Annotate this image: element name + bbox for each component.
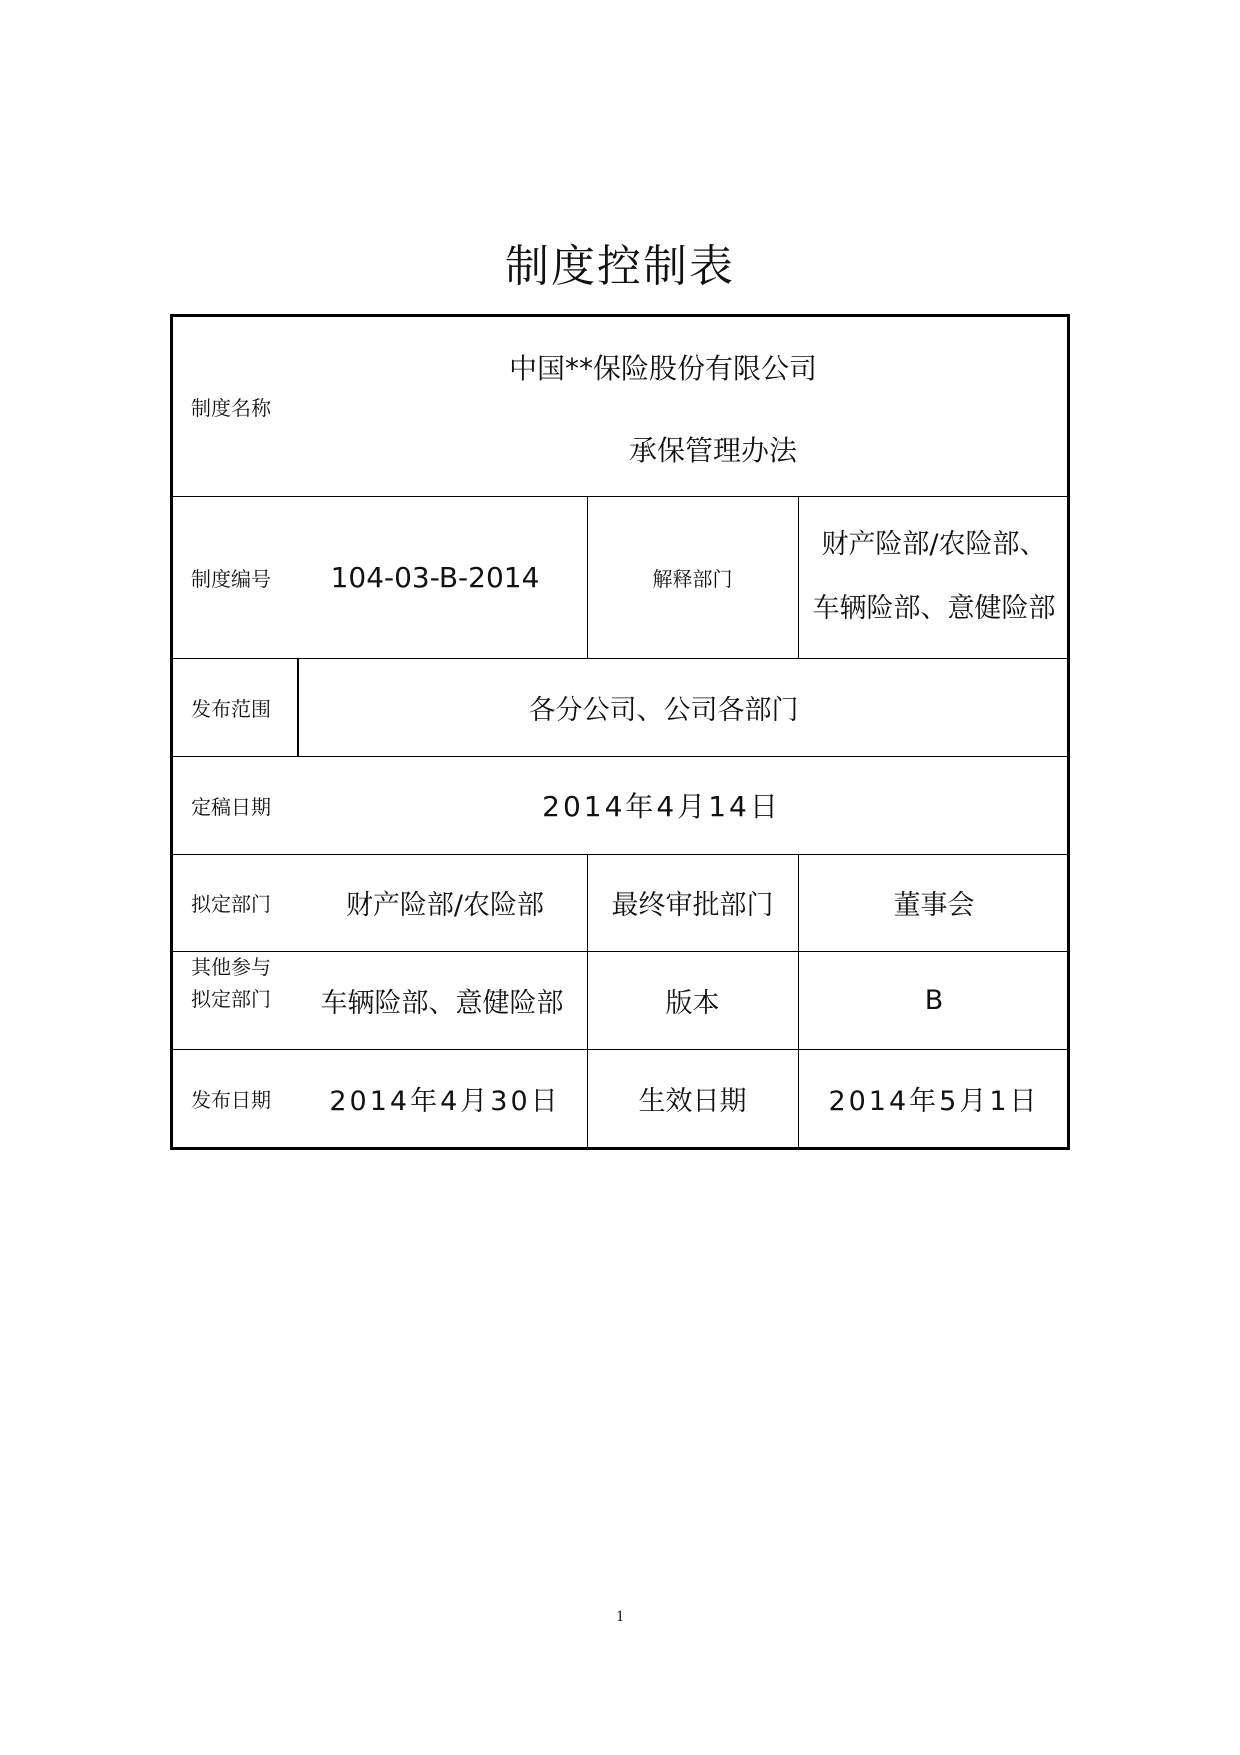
company-name: 中国**保险股份有限公司: [508, 352, 817, 385]
approval-dept-label: 最终审批部门: [611, 890, 774, 921]
name-label: 制度名称: [191, 396, 271, 420]
interpret-label: 解释部门: [652, 566, 733, 591]
interpret-line: 车辆险部、意健险部: [812, 593, 1056, 624]
drafting-dept-value: 财产险部/农险部: [345, 890, 545, 921]
other-dept-label-line: 拟定部门: [191, 987, 271, 1011]
code-value: 104-03-B-2014: [330, 560, 540, 594]
scope-value: 各分公司、公司各部门: [528, 694, 799, 726]
other-dept-label-line: 其他参与: [191, 955, 271, 979]
control-table: [170, 314, 1070, 1150]
effective-date-value: 2014年5月1日: [828, 1085, 1040, 1117]
other-dept-value: 车辆险部、意健险部: [320, 987, 564, 1019]
page-title: 制度控制表: [505, 241, 735, 292]
code-label: 制度编号: [191, 566, 271, 591]
drafting-dept-label: 拟定部门: [191, 892, 271, 916]
interpret-value: [798, 496, 1070, 658]
publish-date-label: 发布日期: [191, 1087, 271, 1112]
regulation-name: 承保管理办法: [628, 434, 797, 467]
other-dept-label: [173, 951, 313, 1049]
approval-dept-value: 董事会: [893, 890, 975, 921]
interpret-line: 财产险部/农险部、: [821, 529, 1047, 560]
draft-date-value: 2014年4月14日: [542, 790, 781, 823]
version-value: B: [924, 984, 944, 1016]
publish-date-value: 2014年4月30日: [329, 1085, 561, 1117]
page-number: 1: [616, 1608, 624, 1625]
scope-label: 发布范围: [191, 696, 271, 721]
draft-date-label: 定稿日期: [191, 794, 271, 819]
version-label: 版本: [665, 987, 720, 1019]
effective-date-label: 生效日期: [638, 1085, 747, 1117]
